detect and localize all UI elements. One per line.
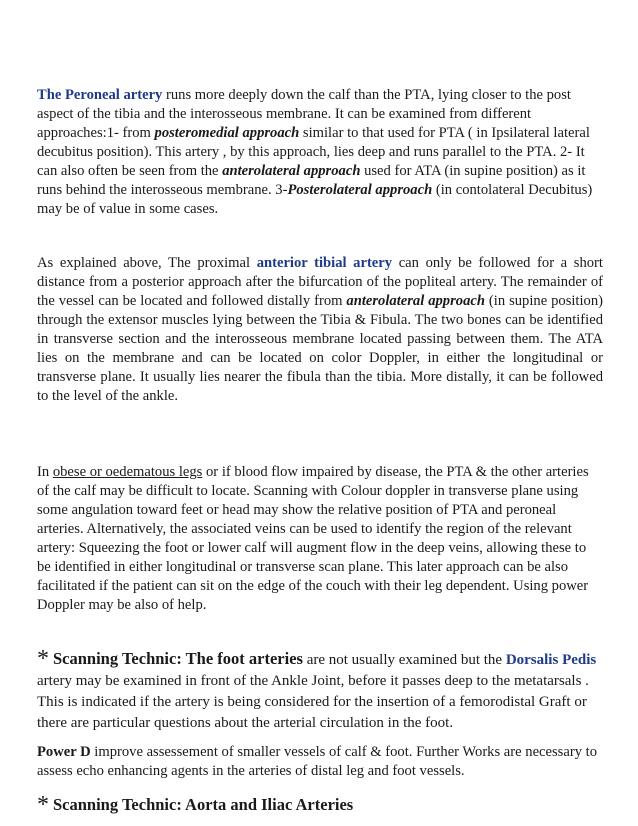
bullet-star: * bbox=[37, 792, 49, 818]
posterolateral-approach-term: Posterolateral approach bbox=[287, 182, 433, 198]
text-run: improve assessement of smaller vessels of calf & foot. Further Works are necessary to assess echo enhancing agents in the arteries of distal leg and foot vessels. bbox=[37, 744, 597, 779]
power-doppler-paragraph bbox=[37, 743, 603, 781]
text-run: or if blood flow impaired by disease, the PTA & the other arteries of the calf may be difficult to locate. Scanning with Colour doppler in transverse plane using some angulation toward feet or head may show the relative position of PTA and peroneal arteries. Alternatively, the associated veins can be used to identify the region of the relevant artery: Squeezing the foot or lower calf will augment flow in the deep veins, allowing these to be identified in either longitudinal or transverse scan plane. This later approach can be also facilitated if the patient can sit on the edge of the couch with their leg dependent. Using power Doppler may be also of help. bbox=[37, 464, 589, 613]
text-run: similar to that used for PTA ( in Ipsilateral lateral decubitus position). This artery , by this approach, lies deep and runs parallel to the PTA. 2- It can also often be seen from the bbox=[37, 125, 590, 179]
text-run: In bbox=[37, 464, 53, 480]
document-page bbox=[37, 86, 603, 816]
text-run: As explained above, The proximal bbox=[37, 255, 257, 271]
foot-arteries-heading: Scanning Technic: The foot arteries bbox=[53, 649, 303, 668]
foot-arteries-section bbox=[37, 648, 603, 734]
text-run: are not usually examined but the bbox=[302, 652, 506, 668]
text-run: used for ATA (in supine position) as it runs behind the interosseous membrane. 3- bbox=[37, 163, 586, 198]
text-run: (in contolateral Decubitus) may be of value in some cases. bbox=[37, 182, 593, 217]
power-d-term: Power D bbox=[37, 744, 91, 760]
anterior-tibial-paragraph bbox=[37, 254, 603, 406]
obese-legs-underlined: obese or oedematous legs bbox=[52, 464, 203, 480]
obese-legs-paragraph bbox=[37, 463, 603, 615]
anterior-tibial-artery-term: anterior tibial artery bbox=[256, 255, 393, 271]
aorta-iliac-heading: Scanning Technic: Aorta and Iliac Arteries bbox=[53, 795, 354, 814]
aorta-iliac-section bbox=[37, 792, 603, 818]
posteromedial-approach-term: posteromedial approach bbox=[154, 125, 300, 141]
text-run: runs more deeply down the calf than the PTA, lying closer to the post aspect of the tibia and the interosseous membrane. It can be examined from different approaches:1- from bbox=[37, 87, 571, 141]
text-run: can only be followed for a short distance from a posterior approach after the bifurcation of the popliteal artery. The remainder of the vessel can be located and followed distally from bbox=[37, 255, 603, 309]
peroneal-artery-paragraph bbox=[37, 86, 603, 219]
text-run: artery may be examined in front of the Ankle Joint, before it passes deep to the metatarsals . This is indicated if the artery is being considered for the insertion of a femorodistal Graft or there are particular questions about the arterial circulation in the foot. bbox=[37, 673, 589, 731]
dorsalis-pedis-term: Dorsalis Pedis bbox=[505, 652, 597, 668]
anterolateral-approach-term: anterolateral approach bbox=[222, 163, 361, 179]
peroneal-artery-term: The Peroneal artery bbox=[37, 87, 163, 103]
anterolateral-approach-term: anterolateral approach bbox=[346, 293, 485, 309]
text-run: (in supine position) through the extensor muscles lying between the Tibia & Fibula. The two bones can be identified in transverse section and the interosseous membrane located passing between them. The ATA lies on the membrane and can be located on color Doppler, in either the longitudinal or transverse plane. It usually lies nearer the fibula than the tibia. More distally, it can be followed to the level of the ankle. bbox=[37, 293, 603, 404]
bullet-star: * bbox=[37, 646, 49, 672]
